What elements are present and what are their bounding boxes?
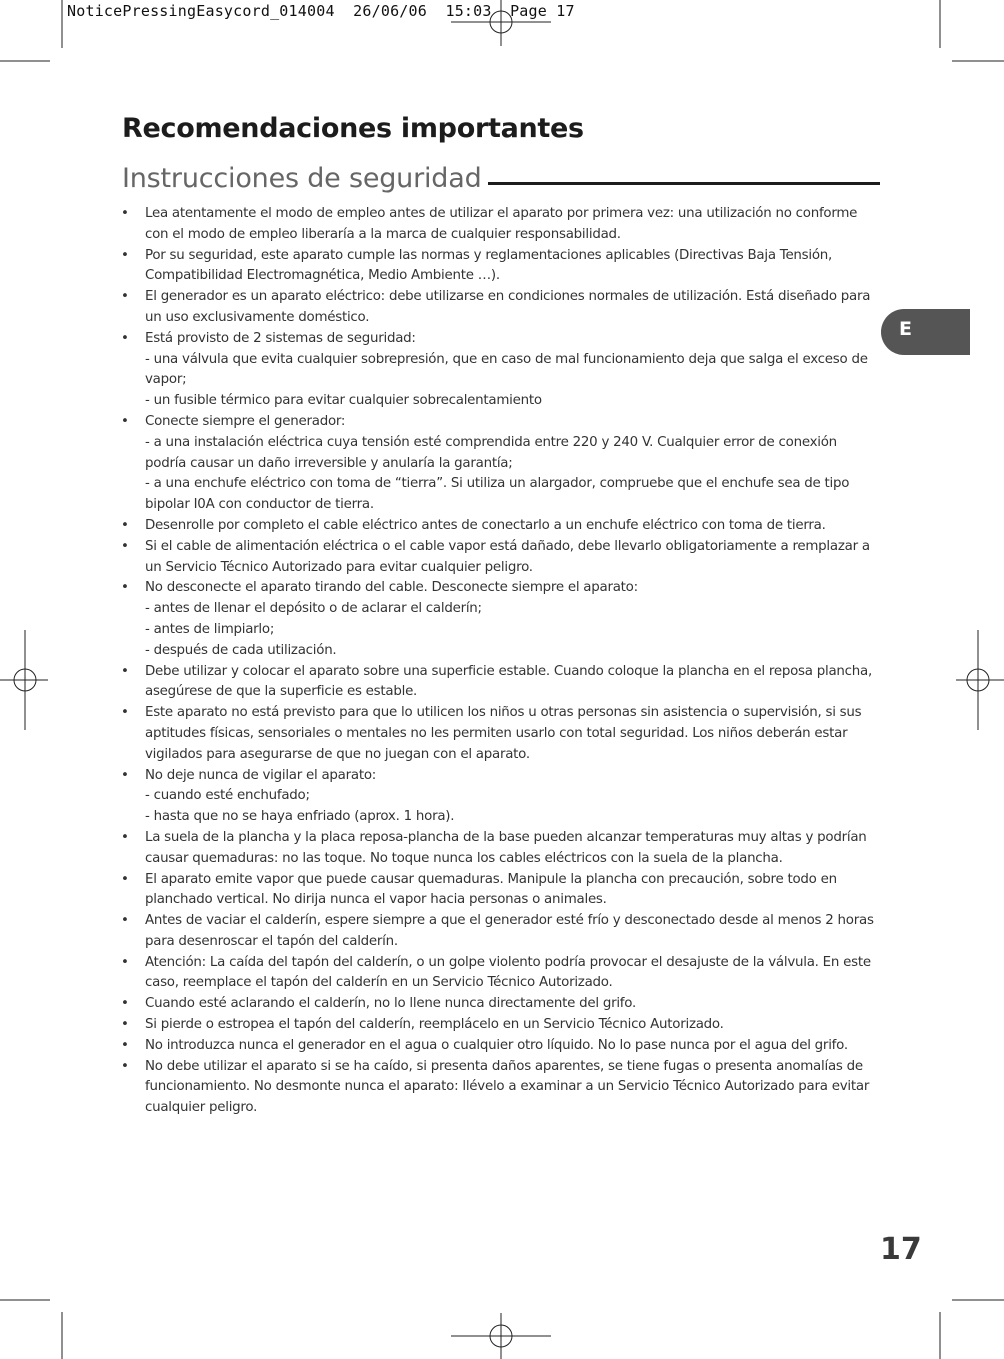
list-item-text: Debe utilizar y colocar el aparato sobre una superficie estable. Cuando coloque la plancha en el reposa plancha, asegúrese de que la superficie es estable. [145, 663, 872, 700]
list-item [121, 287, 880, 329]
list-item [121, 662, 880, 704]
list-item-text: Por su seguridad, este aparato cumple las normas y reglamentaciones aplicables (Directivas Baja Tensión, Compatibilidad Electromagnética, Medio Ambiente …). [145, 247, 833, 284]
list-subitem: - hasta que no se haya enfriado (aprox. 1 hora). [145, 809, 455, 825]
list-subitem: - cuando esté enchufado; [145, 788, 310, 804]
list-subitem: - un fusible térmico para evitar cualquier sobrecalentamiento [145, 393, 542, 409]
language-tab-label: E [899, 318, 912, 340]
list-item-text: No introduzca nunca el generador en el agua o cualquier otro líquido. No lo pase nunca por el agua del grifo. [145, 1037, 848, 1053]
list-item-text: No debe utilizar el aparato si se ha caído, si presenta daños aparentes, se tiene fugas o presenta anomalías de funcionamiento. No desmonte nunca el aparato: llévelo a examinar a un Servicio Técnico Autorizado para evitar cualquier peligro. [145, 1058, 870, 1116]
section-heading [122, 163, 880, 203]
list-item-text: No deje nunca de vigilar el aparato: [145, 767, 377, 783]
list-item [121, 537, 880, 579]
list-subitem: - a una enchufe eléctrico con toma de “tierra”. Si utiliza un alargador, compruebe que el enchufe sea de tipo bipolar I0A con conductor de tierra. [145, 476, 850, 513]
list-subitem: - una válvula que evita cualquier sobrepresión, que en caso de mal funcionamiento deja que salga el exceso de vapor; [145, 351, 868, 388]
list-item-text: El aparato emite vapor que puede causar quemaduras. Manipule la plancha con precaución, sobre todo en planchado vertical. No dirija nunca el vapor hacia personas o animales. [145, 871, 837, 908]
print-slug: NoticePressingEasycord_014004 26/06/06 15:03 Page 17 [67, 2, 575, 20]
list-item-text: Antes de vaciar el calderín, espere siempre a que el generador esté frío y desconectado desde al menos 2 horas para desenroscar el tapón del calderín. [145, 913, 874, 949]
list-item-text: Si el cable de alimentación eléctrica o el cable vapor está dañado, debe llevarlo obligatoriamente a remplazar a un Servicio Técnico Autorizado para evitar cualquier peligro. [145, 538, 870, 575]
list-item-text: El generador es un aparato eléctrico: debe utilizarse en condiciones normales de utilización. Está diseñado para un uso exclusivamente doméstico. [145, 289, 871, 325]
list-item-text: La suela de la plancha y la placa reposa-plancha de la base pueden alcanzar temperaturas muy altas y podrían causar quemaduras: no las toque. No toque nunca los cables eléctricos con la suela de la plancha. [145, 829, 867, 866]
language-tab [881, 309, 970, 355]
list-item-text: Está provisto de 2 sistemas de seguridad: [145, 330, 416, 346]
list-item [121, 953, 880, 995]
list-item-text: Este aparato no está previsto para que lo utilicen los niños u otras personas sin asistencia o supervisión, si sus aptitudes físicas, sensoriales o mentales no les permiten usarlo con total seguridad. Los niños deberán estar vigilados para asegurarse de que no juegan con el aparato. [145, 705, 862, 762]
list-item [121, 204, 880, 246]
list-item-text: Atención: La caída del tapón del calderín, o un golpe violento podría provocar el desajuste de la válvula. En este caso, reemplace el tapón del calderín en un Servicio Técnico Autorizado. [145, 954, 871, 991]
registration-mark-bottom [451, 1313, 551, 1359]
list-item [121, 412, 880, 516]
safety-list [121, 204, 880, 1119]
list-item [121, 911, 880, 953]
heading-rule [488, 182, 880, 185]
list-item [121, 1057, 880, 1119]
list-subitem: - a una instalación eléctrica cuya tensión esté comprendida entre 220 y 240 V. Cualquier error de conexión podría causar un daño irreversible y anularía la garantía; [145, 434, 837, 471]
list-item [121, 994, 880, 1015]
registration-mark-left [0, 630, 48, 730]
list-item [121, 828, 880, 870]
list-item [121, 516, 880, 537]
section-title: Instrucciones de seguridad [122, 163, 488, 194]
registration-mark-right [956, 630, 1004, 730]
list-subitem: - antes de llenar el depósito o de aclarar el calderín; [145, 601, 482, 617]
list-item-text: Cuando esté aclarando el calderín, no lo llene nunca directamente del grifo. [145, 996, 636, 1012]
list-item-text: Si pierde o estropea el tapón del calderín, reemplácelo en un Servicio Técnico Autorizado. [145, 1017, 724, 1033]
list-item [121, 1036, 880, 1057]
list-item-text: Conecte siempre el generador: [145, 413, 346, 429]
list-item-text: No desconecte el aparato tirando del cable. Desconecte siempre el aparato: [145, 580, 638, 596]
list-subitem: - antes de limpiarlo; [145, 621, 275, 637]
list-item-text: Lea atentamente el modo de empleo antes de utilizar el aparato por primera vez: una utilización no conforme con el modo de empleo liberaría a la marca de cualquier responsabilidad. [145, 206, 858, 242]
list-item-text: Desenrolle por completo el cable eléctrico antes de conectarlo a un enchufe eléctrico con toma de tierra. [145, 517, 826, 533]
list-subitem: - después de cada utilización. [145, 642, 337, 658]
list-item [121, 1015, 880, 1036]
page-number: 17 [880, 1232, 922, 1267]
page-title: Recomendaciones importantes [122, 113, 584, 144]
list-item [121, 703, 880, 765]
list-item [121, 578, 880, 661]
list-item [121, 246, 880, 288]
list-item [121, 766, 880, 828]
list-item [121, 870, 880, 912]
list-item [121, 329, 880, 412]
